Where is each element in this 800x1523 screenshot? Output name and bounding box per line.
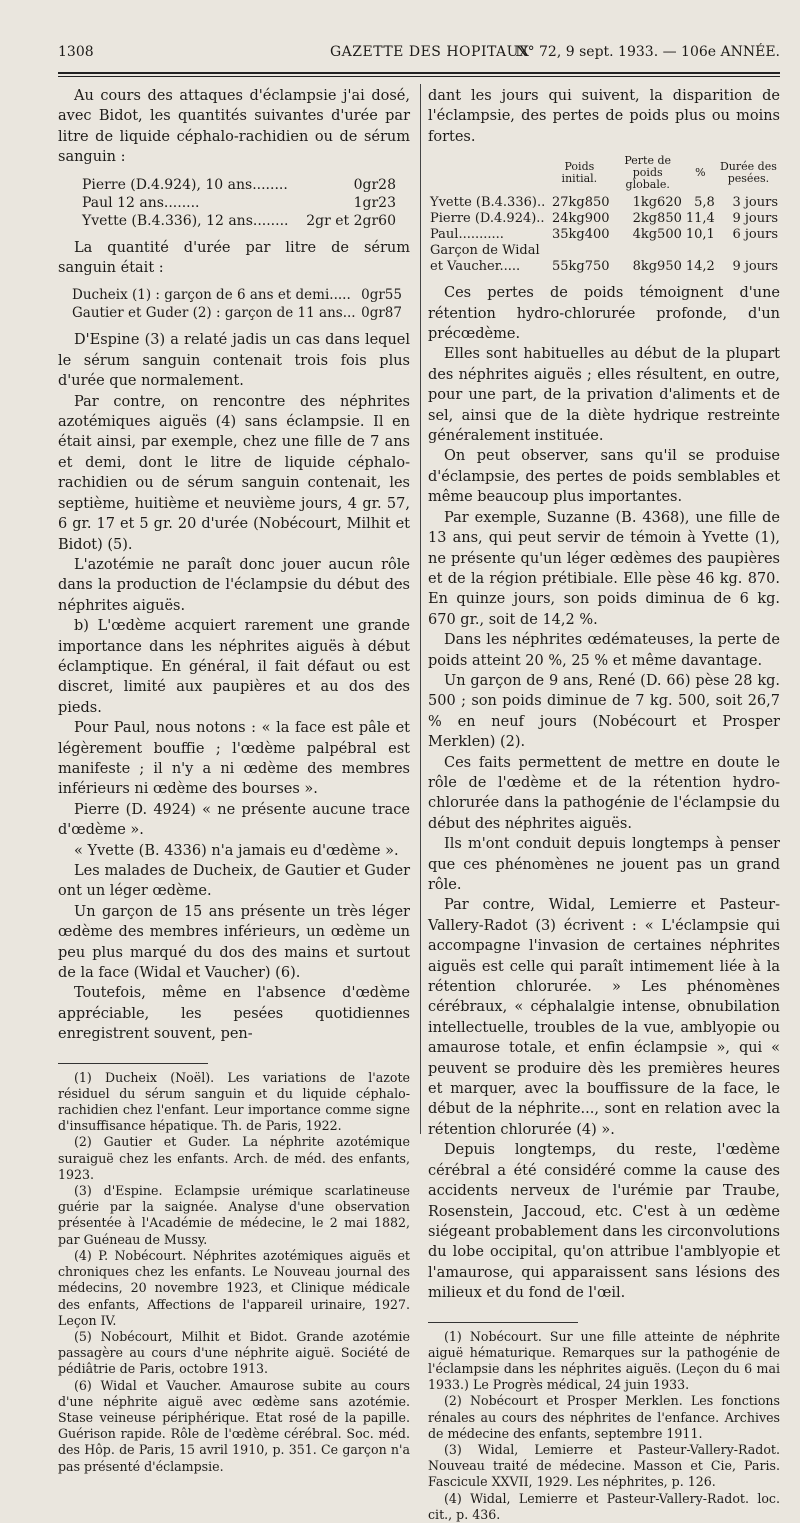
paragraph: On peut observer, sans qu'il se produise d'éclampsie, des pertes de poids semblables et même beaucoup plus importantes. [428,448,780,506]
list-item: Gautier et Guder (2) : garçon de 11 ans... 0gr87 [72,305,402,322]
footnote: (3) Widal, Lemierre et Pasteur-Vallery-Radot. Nouveau traité de médecine. Masson et Cie, Paris. Fascicule XXVII, 1929. Les néphrites, p. 126. [428,1441,780,1490]
list-item: Pierre (D.4.924), 10 ans........ 0gr28 [82,176,396,193]
journal-title: GAZETTE DES HOPITAUX [330,44,530,60]
table-header [428,155,547,195]
paragraph: Les malades de Ducheix, de Gautier et Guder ont un léger œdème. [58,863,410,900]
paragraph: L'azotémie ne paraît donc jouer aucun rôle dans la production de l'éclampsie du début des néphrites aiguës. [58,556,410,614]
paragraph: Un garçon de 9 ans, René (D. 66) pèse 28 kg. 500 ; son poids diminue de 7 kg. 500, soit 26,7 % en neuf jours (Nobécourt et Prosper Merklen) (2). [428,672,780,751]
running-header [58,44,780,66]
paragraph: Par exemple, Suzanne (B. 4368), une fille de 13 ans, qui peut servir de témoin à Yvette (1), ne présente qu'un léger œdèmes des paupières et de la région prétibiale. Elle pèse 46 kg. 870. En quinze jours, son poids diminua de 6 kg. 670 gr., soit de 14,2 %. [428,509,780,628]
paragraph: Pierre (D. 4924) « ne présente aucune trace d'œdème ». [58,801,410,839]
serum-urea-list [72,286,410,322]
list-item: Ducheix (1) : garçon de 6 ans et demi..... 0gr55 [72,287,402,304]
footnote-rule [428,1322,578,1323]
paragraph: dant les jours qui suivent, la disparition de l'éclampsie, des pertes de poids plus ou moins fortes. [428,88,780,145]
paragraph: Pour Paul, nous notons : « la face est pâle et légèrement bouffie ; l'œdème palpébral est manifeste ; il n'y a ni œdème des membres inférieurs ni œdème des bourses ». [58,720,410,798]
table-row: Paul........... 35kg400 4kg500 10,1 6 jours [430,227,778,243]
paragraph: Depuis longtemps, du reste, l'œdème cérébral a été considéré comme la cause des accidents nerveux de l'urémie par Traube, Rosenstein, Jaccoud, etc. C'est à un œdème siégeant probablement dans les circonvolutions du lobe occipital, qu'on attribue l'amblyopie et l'amaurose, qui apparaissent sans lésions des milieux et du fond de l'œil. [428,1142,780,1302]
footnote: (4) Widal, Lemierre et Pasteur-Vallery-Radot. loc. cit., p. 436. [428,1490,780,1522]
table-row: et Vaucher..... 55kg750 8kg950 14,2 9 jours [430,259,778,275]
right-column [428,86,780,1523]
paragraph: Ces pertes de poids témoignent d'une rétention hydro-chlorurée profonde, d'un précœdème. [428,285,780,343]
page-number: 1308 [58,44,94,60]
left-column [58,86,410,1475]
footnote-rule [58,1063,208,1064]
paragraph: Un garçon de 15 ans présente un très léger œdème des membres inférieurs, un œdème un peu plus marqué du dos des mains et surtout de la face (Widal et Vaucher) (6). [58,903,410,982]
footnote: (2) Gautier et Guder. La néphrite azotémique suraiguë chez les enfants. Arch. de méd. des enfants, 1923. [58,1134,410,1182]
footnote: (5) Nobécourt, Milhit et Bidot. Grande azotémie passagère au cours d'une néphrite aiguë. Société de pédiâtrie de Paris, octobre 1913. [58,1328,410,1377]
paragraph: « Yvette (B. 4336) n'a jamais eu d'œdème ». [74,842,399,859]
paragraph: Par contre, Widal, Lemierre et Pasteur-Vallery-Radot (3) écrivent : « L'éclampsie qui accompagne l'invasion de certaines néphrites aiguës est celle qui paraît intimement liée à la rétention chlorurée. » Les phénomènes cérébraux, « céphalalgie intense, obnubilation intellectuelle, troubles de la vue, amblyopie ou amaurose totale, et enfin éclampsie », qui « peuvent se produire dès les premières heures et marquer, avec la bouffissure de la face, le début de la néphrite..., sont en relation avec la rétention chlorurée (4) ». [428,897,780,1138]
paragraph: Au cours des attaques d'éclampsie j'ai dosé, avec Bidot, les quantités suivantes d'urée par litre de liquide céphalo-rachidien ou de sérum sanguin : [58,88,410,166]
header-rule-thin [58,76,780,77]
paragraph: D'Espine (3) a relaté jadis un cas dans lequel le sérum sanguin contenait trois fois plus d'urée que normalement. [58,332,410,390]
table-header: Perte de poids globale. [624,154,672,192]
list-item: Yvette (B.4.336), 12 ans........ 2gr et 2gr60 [82,212,396,229]
paragraph: Ces faits permettent de mettre en doute le rôle de l'œdème et de la rétention hydro-chlorurée dans la pathogénie de l'éclampsie du début des néphrites aiguës. [428,754,780,832]
table-row: Pierre (D.4.924).. 24kg900 2kg850 11,4 9 jours [430,211,778,227]
paragraph: Dans les néphrites œdémateuses, la perte de poids atteint 20 %, 25 % et même davantage. [428,632,780,669]
header-rule [58,72,780,74]
footnote: (6) Widal et Vaucher. Amaurose subite au cours d'une néphrite aiguë avec œdème sans azotémie. Stase veineuse périphérique. Etat rosé de la papille. Guérison rapide. Rôle de l'œdème cérébral. Soc. méd. des Hôp. de Paris, 15 avril 1910, p. 351. Ce garçon n'a pas présenté d'éclampsie. [58,1377,410,1474]
paragraph: Toutefois, même en l'absence d'œdème appréciable, les pesées quotidiennes enregistrent souvent, pen- [58,985,410,1043]
column-separator [420,84,421,1134]
paragraph: b) L'œdème acquiert rarement une grande importance dans les néphrites aiguës à début éclamptique. En général, il fait défaut ou est discret, limité aux paupières et au dos des pieds. [58,618,410,716]
paragraph: Ils m'ont conduit depuis longtemps à penser que ces phénomènes ne jouent pas un grand rôle. [428,836,780,893]
footnote: (3) d'Espine. Eclampsie urémique scarlatineuse guérie par la saignée. Analyse d'une observation présentée à l'Académie de médecine, le 2 mai 1882, par Guéneau de Mussy. [58,1183,410,1247]
table-header: % [695,166,706,180]
paragraph: Par contre, on rencontre des néphrites azotémiques aiguës (4) sans éclampsie. Il en était ainsi, par exemple, chez une fille de 7 ans et demi, dont le litre de liquide céphalo-rachidien ou de sérum sanguin contenait, les septième, huitième et neuvième jours, 4 gr. 57, 6 gr. 17 et 5 gr. 20 d'urée (Nobécourt, Milhit et Bidot) (5). [58,393,410,553]
urea-list [82,176,410,230]
weight-loss-table [428,155,780,275]
table-header: Durée des pesées. [719,160,777,186]
paragraph: La quantité d'urée par litre de sérum sanguin était : [58,239,410,277]
footnote: (1) Ducheix (Noël). Les variations de l'azote résiduel du sérum sanguin et du liquide céphalo-rachidien chez l'enfant. Leur importance comme signe d'insuffisance hépatique. Th. de Paris, 1922. [58,1069,410,1134]
paragraph: Elles sont habituelles au début de la plupart des néphrites aiguës ; elles résultent, en outre, pour une part, de la privation d'aliments et de sel, ainsi que de la diète hydrique restreinte généralement instituée. [428,346,780,445]
table-row: Garçon de Widal [430,243,540,259]
issue-info: N° 72, 9 sept. 1933. — 106e ANNÉE. [515,44,780,60]
table-header-row [428,155,780,195]
list-item: Paul 12 ans........ 1gr23 [82,194,396,211]
table-row: Yvette (B.4.336).. 27kg850 1kg620 5,8 3 jours [430,195,778,211]
table-header: Poids initial. [561,160,598,186]
footnote: (2) Nobécourt et Prosper Merklen. Les fonctions rénales au cours des néphrites de l'enfance. Archives de médecine des enfants, septembre 1911. [428,1393,780,1441]
footnote: (1) Nobécourt. Sur une fille atteinte de néphrite aiguë hématurique. Remarques sur la pathogénie de l'éclampsie dans les néphrites aiguës. (Leçon du 6 mai 1933.) Le Progrès médical, 24 juin 1933. [428,1328,780,1393]
footnote: (4) P. Nobécourt. Néphrites azotémiques aiguës et chroniques chez les enfants. Le Nouveau journal des médecins, 20 novembre 1923, et Clinique médicale des enfants, Affections de l'appareil urinaire, 1927. Leçon IV. [58,1247,410,1328]
